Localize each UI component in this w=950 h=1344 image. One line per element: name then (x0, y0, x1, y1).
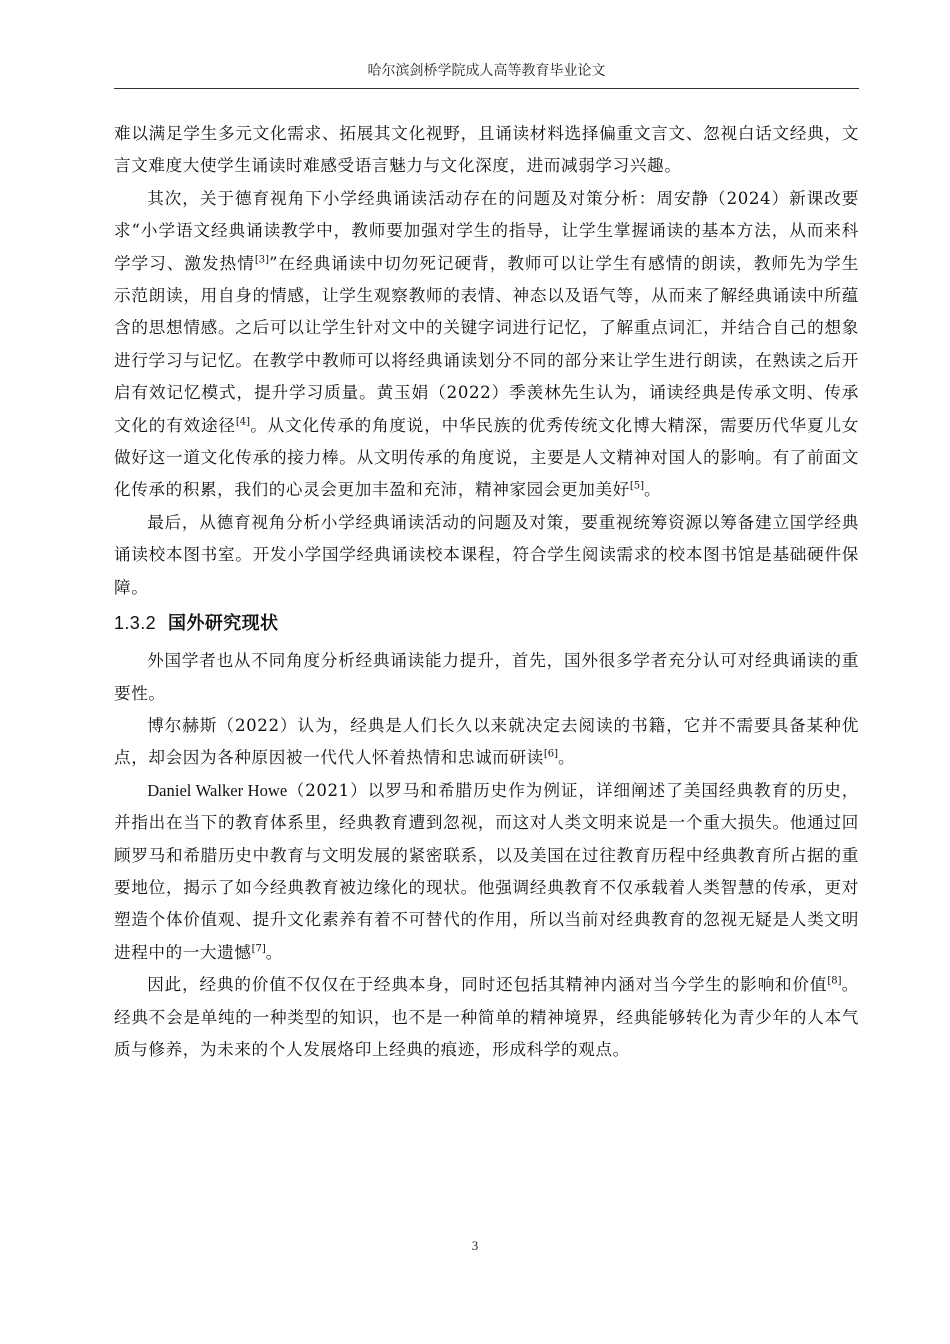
paragraph-conclusion (114, 969, 859, 1066)
paragraph-domestic-second (114, 183, 859, 507)
citation-ref: [6] (543, 748, 559, 760)
section-number: 1.3.2 (114, 613, 157, 634)
citation-ref: [4] (235, 416, 250, 428)
citation-ref: [8] (827, 975, 842, 987)
body-text (114, 118, 859, 1066)
text-segment: ”在经典诵读中切勿死记硬背，教师可以让学生有感情的朗读，教师先为学生示范朗读，用自身的情感，让学生观察教师的表情、神态以及语气等，从而来了解经典诵读中所蕴含的思想情感。之后可以让学生针对文中的关键字词进行记忆，了解重点词汇，并结合自己的想象进行学习与记忆。在教学中教师可以将经典诵读划分不同的部分来让学生进行朗读，在熟读之后开启有效记忆模式，提升学习质量。黄玉娟（2022）季羡林先生认为，诵读经典是传承文明、传承文化的有效途径 (114, 253, 859, 435)
text-segment: 。 (265, 942, 283, 962)
paragraph-continued: 难以满足学生多元文化需求、拓展其文化视野，且诵读材料选择偏重文言文、忽视白话文经典，文言文难度大使学生诵读时难感受语言魅力与文化深度，进而减弱学习兴趣。 (114, 124, 859, 176)
citation-ref: [3] (254, 254, 269, 266)
section-title: 国外研究现状 (168, 613, 279, 635)
author-name: Daniel Walker Howe (147, 780, 288, 800)
section-heading (114, 606, 859, 641)
page-number: 3 (471, 1238, 479, 1253)
paragraph-domestic-last: 最后，从德育视角分析小学经典诵读活动的问题及对策，要重视统筹资源以筹备建立国学经典诵读校本图书室。开发小学国学经典诵读校本课程，符合学生阅读需求的校本图书馆是基础硬件保障。 (114, 512, 859, 597)
text-segment: 因此，经典的价值不仅仅在于经典本身，同时还包括其精神内涵对当今学生的影响和价值 (147, 975, 828, 995)
text-segment: 。 (558, 748, 576, 768)
text-segment: 。经典不会是单纯的一种类型的知识，也不是一种简单的精神境界，经典能够转化为青少年的人本气质与修养，为未来的个人发展烙印上经典的痕迹，形成科学的观点。 (114, 975, 859, 1059)
paragraph-foreign-intro: 外国学者也从不同角度分析经典诵读能力提升，首先，国外很多学者充分认可对经典诵读的重要性。 (114, 651, 859, 703)
citation-ref: [7] (251, 943, 266, 955)
text-segment: （2021）以罗马和希腊历史作为例证，详细阐述了美国经典教育的历史，并指出在当下的教育体系里，经典教育遭到忽视，而这对人类文明来说是一个重大损失。他通过回顾罗马和希腊历史中教育与文明发展的紧密联系，以及美国在过往教育历程中经典教育所占据的重要地位，揭示了如今经典教育被边缘化的现状。他强调经典教育不仅承载着人类智慧的传承，更对塑造个体价值观、提升文化素养有着不可替代的作用，所以当前对经典教育的忽视无疑是人类文明进程中的一大遗憾 (114, 780, 859, 962)
paragraph-howe (114, 775, 859, 969)
citation-ref: [5] (629, 480, 644, 492)
text-segment: 。 (643, 480, 662, 500)
text-segment: 博尔赫斯（2022）认为，经典是人们长久以来就决定去阅读的书籍，它并不需要具备某种优点，却会因为各种原因被一代代人怀着热情和忠诚而研读 (114, 715, 859, 768)
paragraph-borges (114, 710, 859, 775)
text-segment: 其次，关于德育视角下小学经典诵读活动存在的问题及对策分析：周安静（2024）新课改要求“小学语文经典诵读教学中，教师要加强对学生的指导，让学生掌握诵读的基本方法，从而来科学学习、激发热情 (114, 188, 859, 273)
running-header: 哈尔滨剑桥学院成人高等教育毕业论文 (114, 60, 859, 89)
text-segment: 。从文化传承的角度说，中华民族的优秀传统文化博大精深，需要历代华夏儿女做好这一道文化传承的接力棒。从文明传承的角度说，主要是人文精神对国人的影响。有了前面文化传承的积累，我们的心灵会更加丰盈和充沛，精神家园会更加美好 (114, 415, 860, 500)
